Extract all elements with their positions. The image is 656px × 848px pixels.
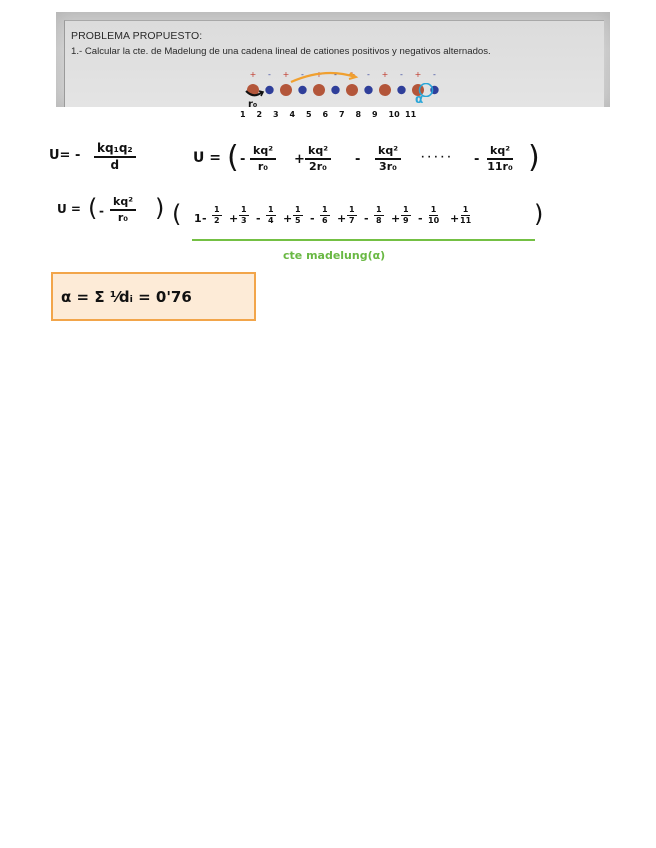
series-denominator: 8 — [376, 215, 382, 225]
series-denominator: 3 — [241, 215, 247, 225]
ion-sign: - — [334, 70, 337, 79]
series-sign: + — [450, 212, 460, 225]
series-numerator: 1 — [430, 205, 437, 214]
eq2-term4 — [487, 145, 513, 172]
series-fraction — [239, 206, 249, 226]
series-denominator: 6 — [322, 215, 328, 225]
eq2-term2-num: kq² — [305, 145, 331, 160]
series-numerator: 1 — [322, 205, 328, 214]
series-numerator: 1 — [268, 205, 274, 214]
series-numerator: 1 — [462, 205, 469, 214]
eq2-term2 — [305, 145, 331, 172]
series-denominator: 4 — [268, 215, 274, 225]
eq3-factor — [110, 196, 136, 223]
eq3-open-paren-2: ( — [172, 200, 182, 228]
ion-numbers — [240, 110, 430, 122]
result-box — [51, 272, 256, 321]
eq2-term3 — [375, 145, 401, 172]
problem-title: PROBLEMA PROPUESTO: — [71, 30, 203, 42]
madelung-series — [202, 206, 537, 236]
ion-number: 7 — [339, 110, 345, 119]
eq2-open-paren: ( — [227, 140, 239, 175]
ion-sign: - — [301, 70, 304, 79]
ion-sign: - — [268, 70, 271, 79]
series-sign: - — [418, 212, 423, 225]
series-numerator: 1 — [241, 205, 247, 214]
ion-number: 11 — [405, 110, 417, 119]
ion-sign: + — [249, 70, 257, 79]
ion-number: 9 — [372, 110, 378, 119]
series-sign: + — [229, 212, 239, 225]
eq2-term3-num: kq² — [375, 145, 401, 160]
ion-sign: + — [315, 70, 323, 79]
series-numerator: 1 — [349, 205, 355, 214]
series-numerator: 1 — [376, 205, 382, 214]
series-sign: + — [391, 212, 401, 225]
result-formula: α = Σ ¹⁄dᵢ = 0'76 — [61, 288, 192, 306]
eq2-sign2: + — [294, 152, 305, 167]
series-fraction — [374, 206, 384, 226]
ion-sign: + — [381, 70, 389, 79]
ion-sign: - — [433, 70, 436, 79]
eq2-term3-den: 3r₀ — [379, 159, 397, 173]
eq3-lhs: U = — [57, 202, 81, 216]
series-sign: - — [364, 212, 369, 225]
eq2-term1-num: kq² — [250, 145, 276, 160]
series-sign: - — [202, 212, 207, 225]
eq3-factor-den: r₀ — [117, 210, 129, 224]
orange-arrow-icon — [245, 69, 445, 89]
series-sign: - — [310, 212, 315, 225]
eq3-close-paren-1: ) — [155, 194, 165, 222]
series-sign: + — [337, 212, 347, 225]
eq3-open-paren-1: ( — [88, 194, 98, 222]
alpha-mark: α — [415, 92, 424, 106]
series-fraction — [347, 206, 357, 226]
series-numerator: 1 — [214, 205, 220, 214]
series-denominator: 7 — [349, 215, 355, 225]
series-fraction — [428, 206, 439, 226]
eq3-sign: - — [99, 204, 104, 218]
eq3-factor-num: kq² — [110, 196, 136, 211]
madelung-label: cte madelung(α) — [283, 249, 386, 262]
series-denominator: 10 — [428, 215, 440, 225]
series-fraction — [293, 206, 303, 226]
ion-sign: - — [400, 70, 403, 79]
ion-number: 3 — [273, 110, 279, 119]
series-fraction — [212, 206, 222, 226]
series-denominator: 11 — [460, 215, 472, 225]
r0-label: r₀ — [248, 99, 258, 110]
eq3-close-paren-2: ) — [534, 200, 544, 228]
series-numerator: 1 — [403, 205, 409, 214]
eq1-numerator: kq₁q₂ — [94, 142, 136, 158]
ion-sign: - — [367, 70, 370, 79]
eq2-lhs: U = — [193, 150, 221, 166]
problem-photo — [56, 12, 610, 107]
series-denominator: 2 — [214, 215, 220, 225]
eq2-dots: · · · · · — [421, 153, 451, 163]
ion-number: 10 — [388, 110, 400, 119]
ion-number: 5 — [306, 110, 312, 119]
series-denominator: 9 — [403, 215, 409, 225]
ion-sign: + — [348, 70, 356, 79]
eq2-term2-den: 2r₀ — [309, 159, 327, 173]
eq1-fraction — [94, 142, 136, 171]
eq2-sign3: - — [355, 152, 361, 167]
ion-number: 2 — [256, 110, 263, 119]
series-fraction — [320, 206, 330, 226]
ion-number: 6 — [322, 110, 329, 119]
series-denominator: 5 — [295, 215, 301, 225]
madelung-underline — [192, 239, 535, 241]
eq2-term4-den: 11r₀ — [487, 159, 513, 173]
ion-sign: + — [414, 70, 422, 79]
ion-number: 4 — [289, 110, 296, 119]
problem-sheet — [64, 20, 604, 107]
eq2-sign4: - — [474, 152, 480, 167]
series-fraction — [401, 206, 411, 226]
eq1-denominator: d — [110, 157, 120, 172]
eq2-term1 — [250, 145, 276, 172]
eq2-sign1: - — [240, 152, 246, 167]
eq2-term1-den: r₀ — [257, 159, 269, 173]
ion-sign: + — [282, 70, 290, 79]
series-fraction — [460, 206, 471, 226]
series-sign: + — [283, 212, 293, 225]
series-numerator: 1 — [295, 205, 301, 214]
eq1-lhs: U= - — [49, 148, 81, 163]
series-sign: - — [256, 212, 261, 225]
ion-number: 1 — [240, 110, 246, 119]
ion-number: 8 — [355, 110, 362, 119]
series-fraction — [266, 206, 276, 226]
eq2-term4-num: kq² — [487, 145, 513, 160]
eq2-close-paren: ) — [528, 140, 540, 175]
eq3-lead-one: 1 — [194, 212, 202, 225]
problem-question: 1.- Calcular la cte. de Madelung de una cadena lineal de cationes positivos y negativos alternados. — [71, 46, 491, 57]
